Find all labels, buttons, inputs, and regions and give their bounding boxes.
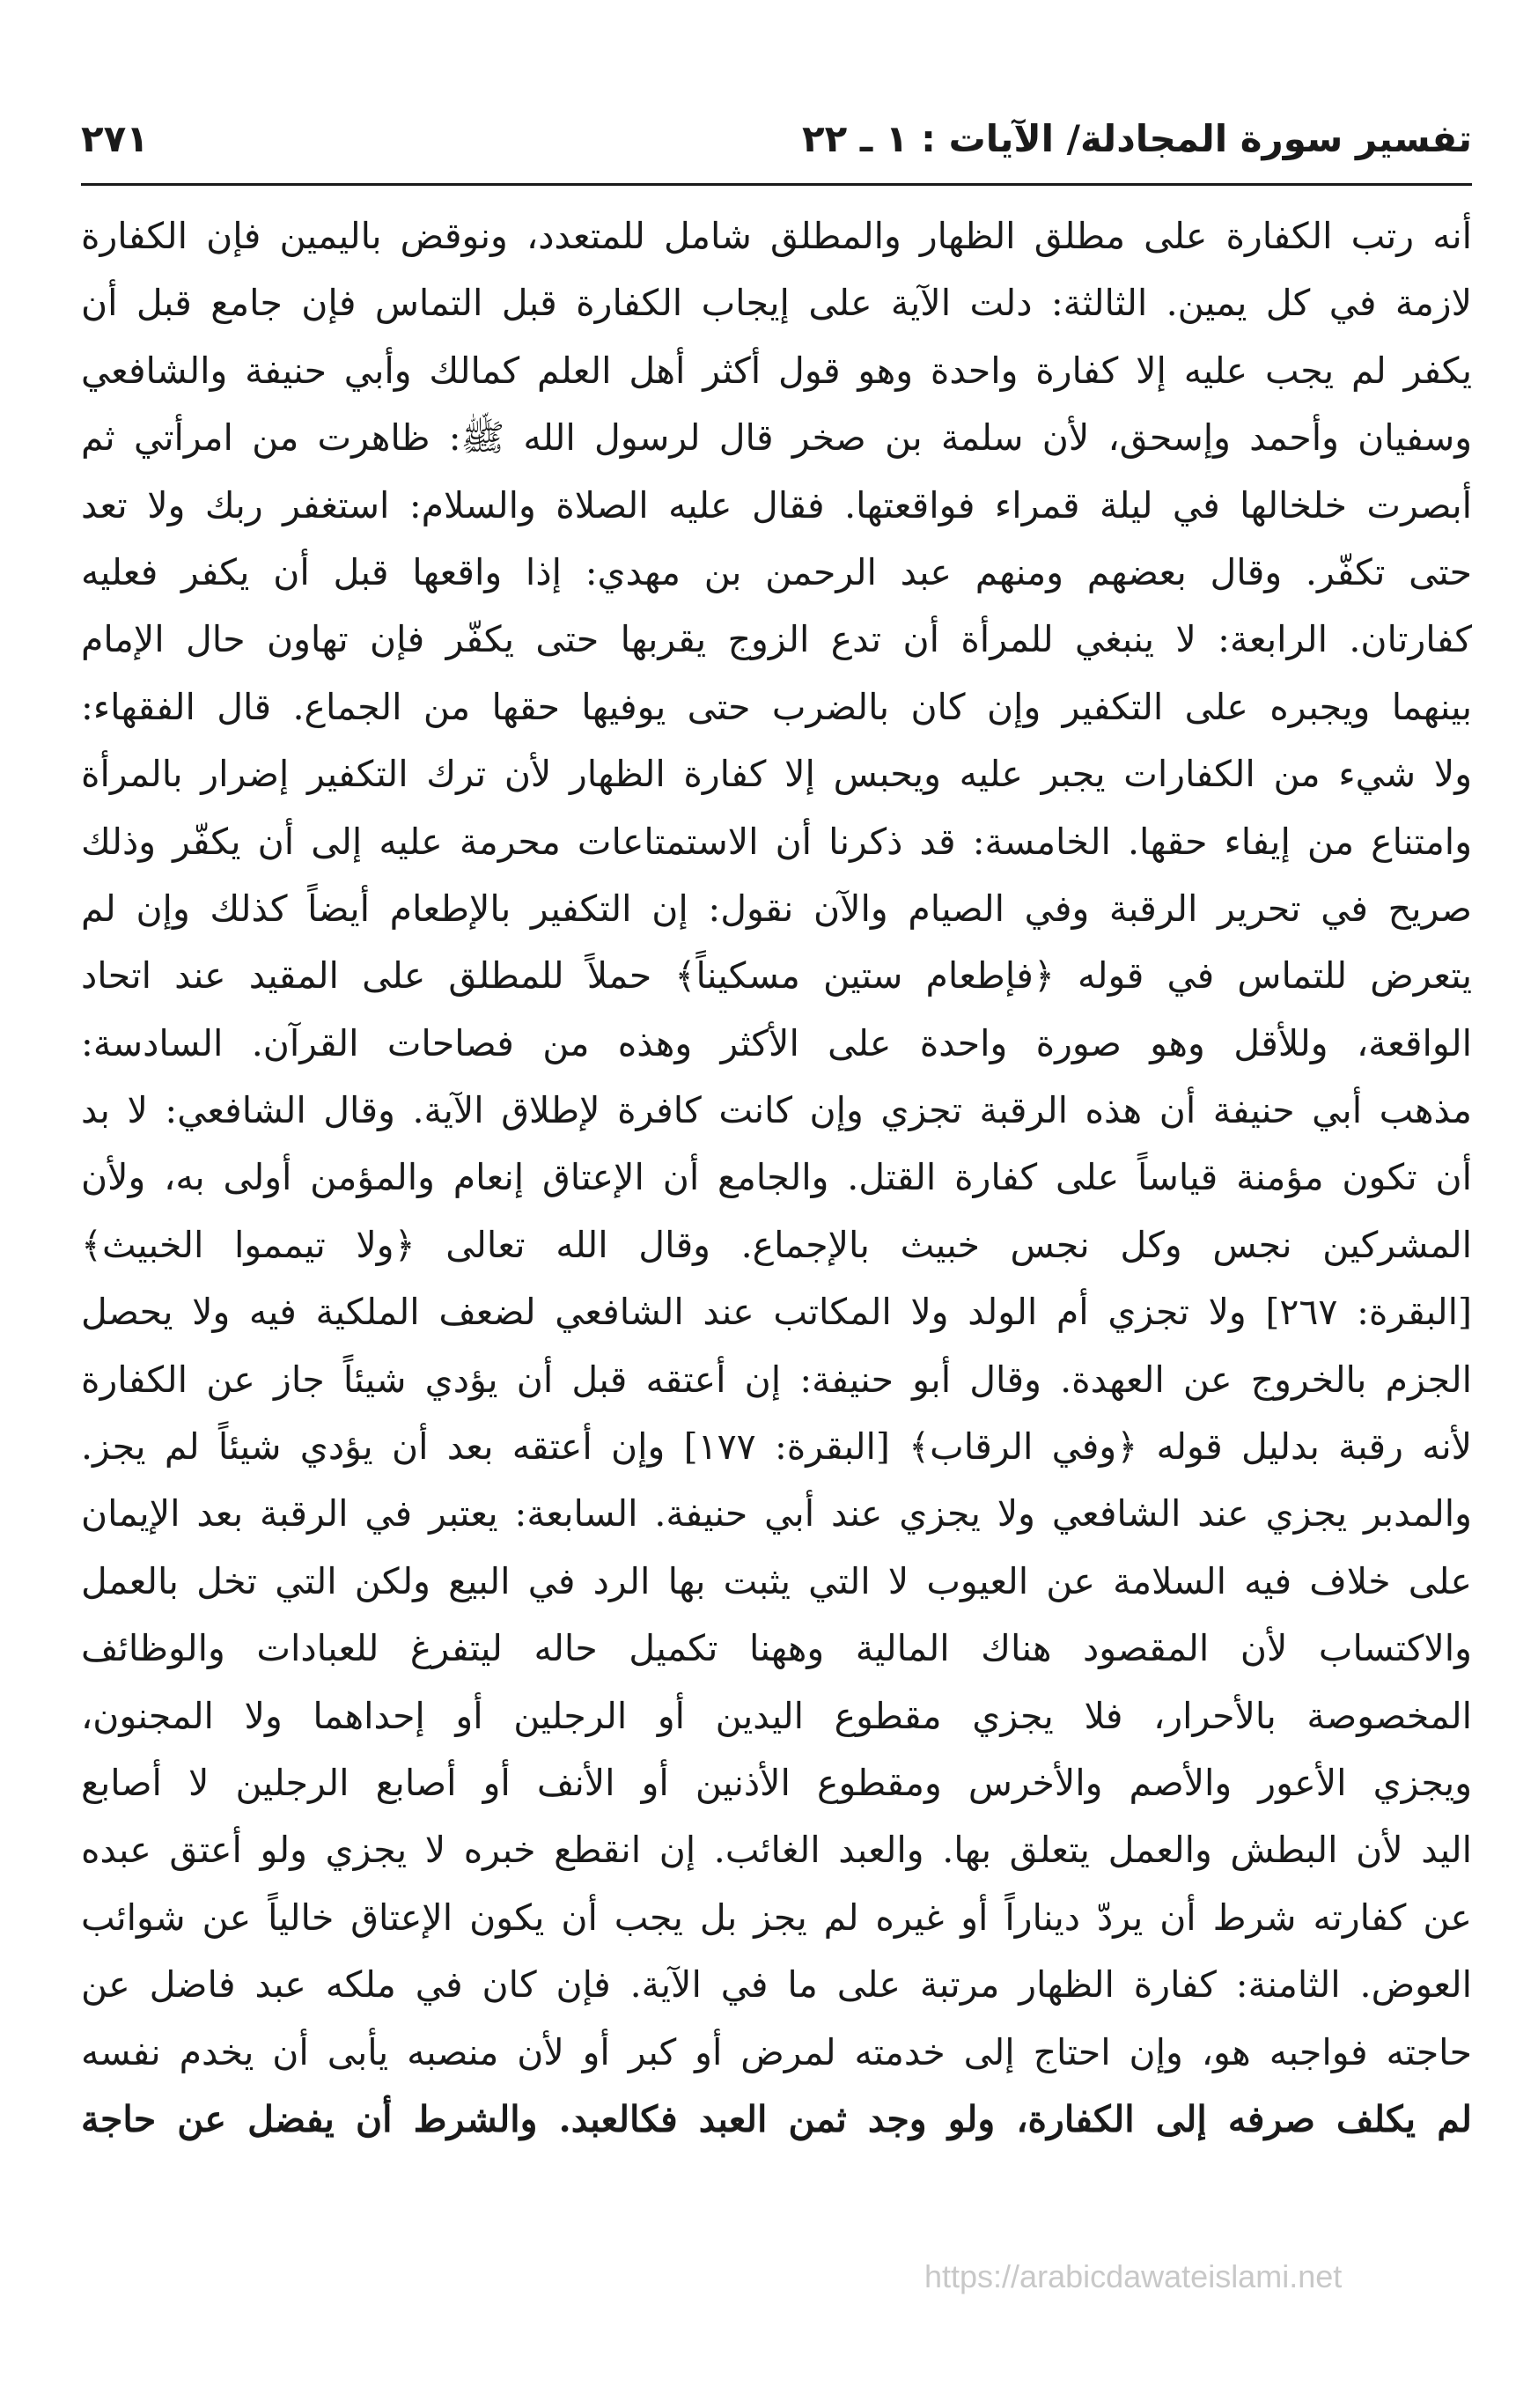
page-number: ٢٧١ xyxy=(81,117,149,160)
text-line: صريح في تحرير الرقبة وفي الصيام والآن نقول: إن التكفير بالإطعام أيضاً كذلك وإن لم xyxy=(81,887,1472,930)
text-line: اليد لأن البطش والعمل يتعلق بها. والعبد الغائب. إن انقطع خبره لا يجزي ولو أعتق عبده xyxy=(81,1829,1472,1872)
watermark: https://arabicdawateislami.net xyxy=(924,2258,1343,2294)
text-line: يتعرض للتماس في قوله ﴿فإطعام ستين مسكيناً﴾ حملاً للمطلق على المقيد عند اتحاد xyxy=(81,954,1472,998)
text-line: المخصوصة بالأحرار، فلا يجزي مقطوع اليدين أو الرجلين أو إحداهما ولا المجنون، xyxy=(81,1694,1472,1737)
text-line: وامتناع من إيفاء حقها. الخامسة: قد ذكرنا أن الاستمتاعات محرمة عليه إلى أن يكفّر وذلك xyxy=(81,820,1472,863)
text-line: لازمة في كل يمين. الثالثة: دلت الآية على إيجاب الكفارة قبل التماس فإن جامع قبل أن xyxy=(81,282,1472,325)
text-line: الجزم بالخروج عن العهدة. وقال أبو حنيفة: إن أعتقه قبل أن يؤدي شيئاً جاز عن الكفارة xyxy=(81,1358,1472,1401)
text-line: حتى تكفّر. وقال بعضهم ومنهم عبد الرحمن بن مهدي: إذا واقعها قبل أن يكفر فعليه xyxy=(81,550,1472,593)
body-text xyxy=(81,203,1472,2153)
text-line: وسفيان وأحمد وإسحق، لأن سلمة بن صخر قال لرسول الله ﷺ: ظاهرت من امرأتي ثم xyxy=(81,416,1472,460)
header-rule xyxy=(81,183,1472,186)
text-line: أن تكون مؤمنة قياساً على كفارة القتل. والجامع أن الإعتاق إنعام والمؤمن أولى به، ولأن xyxy=(81,1156,1472,1199)
text-line: لأنه رقبة بدليل قوله ﴿وفي الرقاب﴾ [البقرة: ١٧٧] وإن أعتقه بعد أن يؤدي شيئاً لم يجز. xyxy=(81,1425,1472,1469)
text-line: كفارتان. الرابعة: لا ينبغي للمرأة أن تدع الزوج يقربها حتى يكفّر فإن تهاون حال الإمام xyxy=(81,618,1472,661)
text-line: أبصرت خلخالها في ليلة قمراء فواقعتها. فقال عليه الصلاة والسلام: استغفر ربك ولا تعد xyxy=(81,483,1472,527)
text-line: [البقرة: ٢٦٧] ولا تجزي أم الولد ولا المكاتب عند الشافعي لضعف الملكية فيه ولا يحصل xyxy=(81,1291,1472,1334)
text-line: على خلاف فيه السلامة عن العيوب لا التي يثبت بها الرد في البيع ولكن التي تخل بالعمل xyxy=(81,1559,1472,1602)
text-line: المشركين نجس وكل نجس خبيث بالإجماع. وقال الله تعالى ﴿ولا تيمموا الخبيث﴾ xyxy=(81,1223,1472,1266)
text-line: والمدبر يجزي عند الشافعي ولا يجزي عند أبي حنيفة. السابعة: يعتبر في الرقبة بعد الإيمان xyxy=(81,1492,1472,1535)
text-line: بينهما ويجبره على التكفير وإن كان بالضرب حتى يوفيها حقها من الجماع. قال الفقهاء: xyxy=(81,685,1472,728)
text-line: لم يكلف صرفه إلى الكفارة، ولو وجد ثمن العبد فكالعبد. والشرط أن يفضل عن حاجة xyxy=(81,2097,1472,2140)
text-line: عن كفارته شرط أن يردّ ديناراً أو غيره لم يجز بل يجب أن يكون الإعتاق خالياً عن شوائب xyxy=(81,1896,1472,1939)
text-line: أنه رتب الكفارة على مطلق الظهار والمطلق شامل للمتعدد، ونوقض باليمين فإن الكفارة xyxy=(81,215,1472,257)
text-line: والاكتساب لأن المقصود هناك المالية وههنا تكميل حاله ليتفرغ للعبادات والوظائف xyxy=(81,1627,1472,1670)
text-line: العوض. الثامنة: كفارة الظهار مرتبة على ما في الآية. فإن كان في ملكه عبد فاضل عن xyxy=(81,1963,1472,2007)
text-line: الواقعة، وللأقل وهو صورة واحدة على الأكثر وهذه من فصاحات القرآن. السادسة: xyxy=(81,1021,1472,1064)
running-title: تفسير سورة المجادلة/ الآيات : ١ ـ ٢٢ xyxy=(802,117,1472,160)
text-line: مذهب أبي حنيفة أن هذه الرقبة تجزي وإن كانت كافرة لإطلاق الآية. وقال الشافعي: لا بد xyxy=(81,1089,1472,1132)
text-line: يكفر لم يجب عليه إلا كفارة واحدة وهو قول أكثر أهل العلم كمالك وأبي حنيفة والشافعي xyxy=(81,349,1472,392)
text-line: حاجته فواجبه هو، وإن احتاج إلى خدمته لمرض أو كبر أو لأن منصبه يأبى أن يخدم نفسه xyxy=(81,2030,1472,2073)
text-line: ويجزي الأعور والأصم والأخرس ومقطوع الأذنين أو الأنف أو أصابع الرجلين لا أصابع xyxy=(81,1761,1472,1804)
text-line: ولا شيء من الكفارات يجبر عليه ويحبس إلا كفارة الظهار لأن ترك التكفير إضرار بالمرأة xyxy=(81,753,1472,796)
page-header xyxy=(81,113,1472,183)
